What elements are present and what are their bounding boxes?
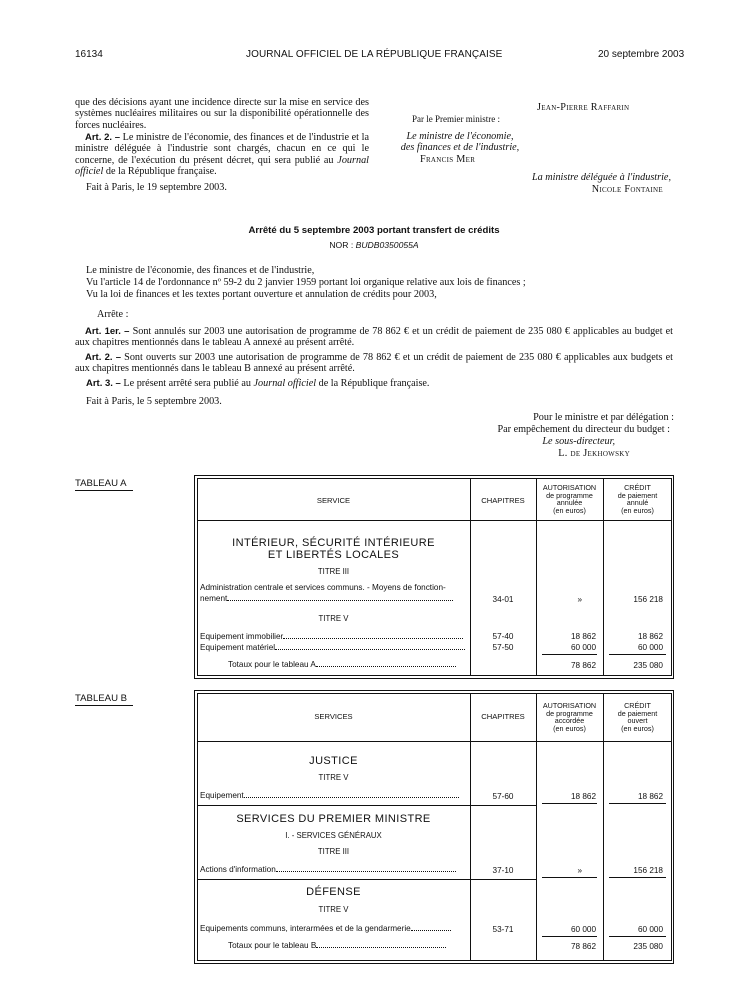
arrete-intro-2: Vu l'article 14 de l'ordonnance nº 59-2 du 2 janvier 1959 portant loi organique relative aux lois de finances ;: [86, 277, 526, 288]
delegate-name: Nicole Fontaine: [591, 184, 663, 195]
tableau-a-col-ap: [536, 484, 603, 514]
minister-title-2: des finances et de l'industrie,: [400, 142, 520, 153]
tableau-a-col-cp-1: CRÉDIT: [624, 483, 651, 492]
tableau-b-col-ap-4: (en euros): [553, 723, 586, 733]
arrete-art3-text: Le présent arrêté sera publié au: [120, 378, 254, 389]
tableau-a-col-cp-3: annulé: [626, 498, 649, 508]
tableau-a-section-2: ET LIBERTÉS LOCALES: [267, 549, 400, 561]
tableau-b-col-service: SERVICES: [314, 712, 353, 721]
tableau-b-spm: SERVICES DU PREMIER MINISTRE: [236, 813, 431, 825]
tableau-b-equipement-text: Equipement: [200, 791, 244, 800]
tableau-b-actions-cp: 156 218: [633, 866, 663, 875]
tableau-b-equipements-communs-chap: 53-71: [492, 925, 514, 934]
arrete-art2-label: Art. 2. –: [85, 352, 122, 363]
tableau-b-defense: DÉFENSE: [306, 886, 361, 898]
tableau-b-justice: JUSTICE: [309, 755, 358, 767]
tableau-b-actions-ap: »: [577, 866, 582, 875]
tableau-b-col-cp: [603, 702, 672, 732]
tableau-b-total-ap: 78 862: [570, 942, 596, 951]
tableau-a-row1-chap: 34-01: [492, 595, 514, 604]
tableau-a-row1-b: [200, 594, 465, 603]
tableau-a-row1-ap: »: [577, 595, 582, 604]
arrete-art1-label: Art. 1er. –: [85, 326, 130, 337]
decree-article-2: [75, 132, 369, 177]
arrete-art3-end: de la République française.: [316, 378, 430, 389]
tableau-b-col-ap-2: de programme: [546, 708, 593, 718]
tableau-a-total-ap: 78 862: [570, 661, 596, 670]
tableau-b-label: TABLEAU B: [75, 693, 133, 706]
tableau-b-equipement-chap: 57-60: [492, 792, 514, 801]
tableau-b-col-ap-1: AUTORISATION: [542, 701, 597, 710]
decree-fait: Fait à Paris, le 19 septembre 2003.: [86, 182, 227, 193]
arrete-fait: Fait à Paris, le 5 septembre 2003.: [86, 396, 222, 407]
tableau-b-equipement-cp: 18 862: [637, 792, 663, 801]
decree-art2-label: Art. 2. –: [85, 132, 121, 143]
nor-label: NOR :: [329, 240, 354, 250]
tableau-a-row3-ap: 60 000: [570, 643, 596, 652]
tableau-b-equipements-communs-ap: 60 000: [570, 925, 596, 934]
tableau-a-total-text: Totaux pour le tableau A: [228, 660, 316, 669]
tableau-b-col-cp-3: ouvert: [627, 716, 648, 726]
nor-line: [75, 240, 673, 250]
tableau-b-total: [228, 941, 465, 950]
tableau-b-equipement: [200, 791, 465, 800]
decree-paragraph: que des décisions ayant une incidence directe sur la mise en service des systèmes nucléaires militaires ou sur la disponibilité opérationnelle des forces nucléaires.: [75, 97, 369, 131]
arrete-sig-1: Pour le ministre et par délégation :: [533, 412, 674, 423]
tableau-a-col-service: SERVICE: [316, 496, 351, 505]
tableau-b-equipements-communs-text: Equipements communs, interarmées et de la gendarmerie: [200, 924, 411, 933]
tableau-a-row1-a: Administration centrale et services communs. - Moyens de fonction-: [200, 583, 446, 592]
tableau-b-equipements-communs: [200, 924, 465, 933]
tableau-a-col-ap-4: (en euros): [553, 505, 586, 515]
arrete-art1-text: Sont annulés sur 2003 une autorisation de programme de 78 862 € et un crédit de paiement de 235 080 € applicables au budget et aux chapitres mentionnés dans le tableau A annexé au présent arrêté.: [75, 326, 673, 349]
arrete-art3-journal: Journal officiel: [253, 378, 317, 389]
tableau-a-titre-5: TITRE V: [318, 614, 349, 623]
arrete-sig-2: Par empêchement du directeur du budget :: [497, 424, 670, 435]
tableau-a-row1-b-text: nement: [200, 594, 228, 603]
arrete-article-3: [86, 378, 429, 389]
minister-title-1: Le ministre de l'économie,: [406, 131, 514, 142]
header-date: 20 septembre 2003: [598, 49, 685, 60]
arrete-art2-text: Sont ouverts sur 2003 une autorisation de programme de 78 862 € et un crédit de paiement de 235 080 € applicables aux budgets et aux chapitres mentionnés dans le tableau B annexé au présent arrêté.: [75, 352, 673, 375]
tableau-b-col-cp-1: CRÉDIT: [624, 701, 651, 710]
arrete-sig-4: L. de Jekhowsky: [558, 448, 630, 459]
tableau-a-row1-cp: 156 218: [633, 595, 663, 604]
arrete-article-1: [75, 326, 673, 349]
tableau-b-total-text: Totaux pour le tableau B: [228, 941, 317, 950]
tableau-a-col-cp-4: (en euros): [621, 505, 654, 515]
tableau-b-col-cp-4: (en euros): [621, 723, 654, 733]
tableau-a-row2-cp: 18 862: [637, 632, 663, 641]
tableau-b-col-cp-2: de paiement: [617, 708, 658, 718]
delegate-title: La ministre déléguée à l'industrie,: [531, 172, 671, 183]
tableau-b-col-ap-3: accordée: [554, 716, 585, 726]
tableau-a-col-ap-3: annulée: [556, 498, 583, 508]
tableau-b-col-chapitres: CHAPITRES: [481, 712, 525, 721]
tableau-b-col-ap: [536, 702, 603, 732]
arrete-title: Arrêté du 5 septembre 2003 portant transfert de crédits: [248, 225, 500, 236]
tableau-a-col-ap-2: de programme: [546, 490, 593, 500]
tableau-b-spm-sub: I. - SERVICES GÉNÉRAUX: [285, 831, 382, 840]
minister-name: Francis Mer: [420, 154, 476, 165]
arrete-art3-label: Art. 3. –: [86, 378, 121, 389]
signer-pm: Jean-Pierre Raffarin: [537, 102, 630, 113]
tableau-b-justice-titre: TITRE V: [318, 773, 349, 782]
tableau-a-label: TABLEAU A: [75, 478, 133, 491]
arrete-intro-3: Vu la loi de finances et les textes portant ouverture et annulation de crédits pour 2003,: [86, 289, 437, 300]
decree-art2-text: Le ministre de l'économie, des finances et de l'industrie et la ministre déléguée à l'industrie sont chargés, chacun en ce qui le concerne, de l'exécution du présent décret, qui sera publié au: [75, 132, 369, 166]
tableau-a-row3-chap: 57-50: [492, 643, 514, 652]
tableau-b-actions-text: Actions d'information: [200, 865, 276, 874]
arrete-sig-3: Le sous-directeur,: [542, 436, 615, 447]
tableau-a-row3: [200, 643, 465, 652]
decree-art2-journal: Journal officiel: [75, 154, 369, 177]
tableau-a-col-chapitres: CHAPITRES: [481, 496, 525, 505]
arrete-word: Arrête :: [97, 309, 129, 320]
page-number: 16134: [75, 49, 103, 60]
tableau-a-col-cp-2: de paiement: [617, 490, 658, 500]
arrete-article-2: [75, 352, 673, 375]
tableau-b-actions: [200, 865, 465, 874]
tableau-a-row3-text: Equipement matériel: [200, 643, 276, 652]
tableau-a-titre-3: TITRE III: [317, 567, 350, 576]
tableau-b-total-cp: 235 080: [633, 942, 663, 951]
tableau-b-actions-chap: 37-10: [492, 866, 514, 875]
tableau-a-row2-ap: 18 862: [570, 632, 596, 641]
tableau-a-col-cp: [603, 484, 672, 514]
tableau-a-section-1: INTÉRIEUR, SÉCURITÉ INTÉRIEURE: [232, 537, 435, 549]
tableau-a-row2: [200, 632, 465, 641]
par-pm: Par le Premier ministre :: [412, 114, 500, 124]
tableau-a-row2-text: Equipement immobilier: [200, 632, 284, 641]
tableau-a-total-cp: 235 080: [633, 661, 663, 670]
tableau-a-row3-cp: 60 000: [637, 643, 663, 652]
tableau-a-col-ap-1: AUTORISATION: [542, 483, 597, 492]
tableau-b-equipement-ap: 18 862: [570, 792, 596, 801]
tableau-a-total: [228, 660, 465, 669]
tableau-b-defense-titre: TITRE V: [318, 905, 349, 914]
tableau-a-row2-chap: 57-40: [492, 632, 514, 641]
journal-title: JOURNAL OFFICIEL DE LA RÉPUBLIQUE FRANÇAISE: [246, 49, 503, 60]
tableau-b-spm-titre: TITRE III: [317, 847, 350, 856]
nor-code: BUDB0350055A: [355, 240, 419, 250]
tableau-b-equipements-communs-cp: 60 000: [637, 925, 663, 934]
arrete-intro-1: Le ministre de l'économie, des finances et de l'industrie,: [86, 265, 315, 276]
decree-art2-end: de la République française.: [103, 165, 217, 177]
